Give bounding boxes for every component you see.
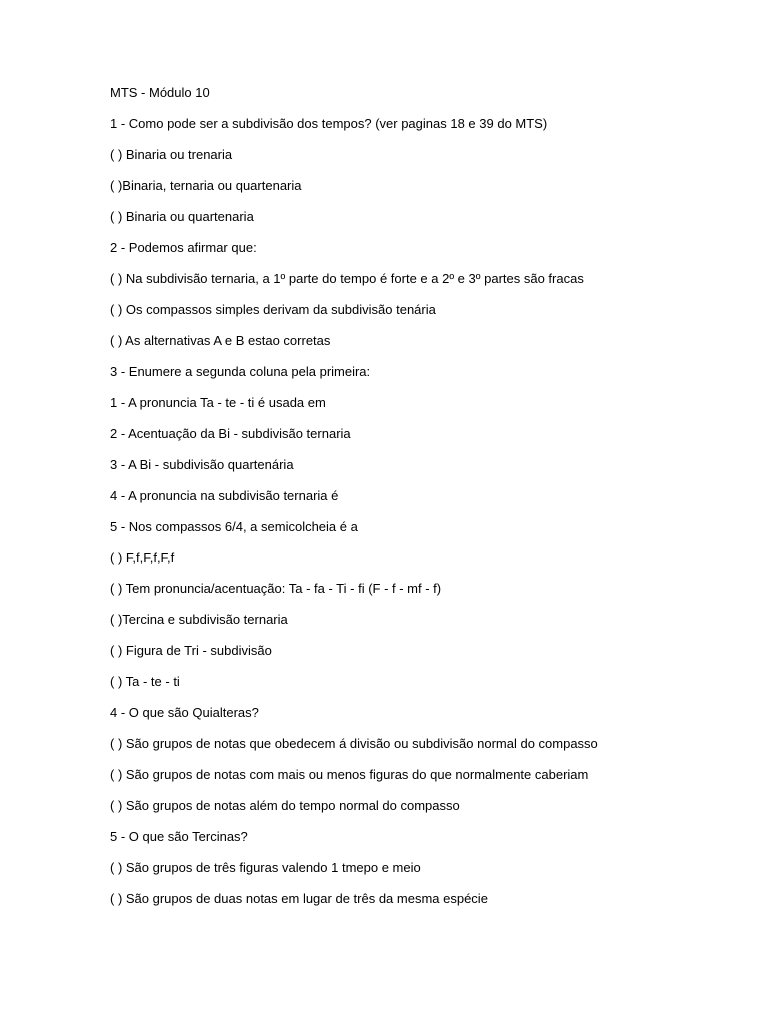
question-1: 1 - Como pode ser a subdivisão dos tempos? (ver paginas 18 e 39 do MTS) bbox=[110, 116, 548, 131]
question-5: 5 - O que são Tercinas? bbox=[110, 829, 248, 844]
question-2: 2 - Podemos afirmar que: bbox=[110, 240, 257, 255]
question-2-option-a: ( ) Na subdivisão ternaria, a 1º parte do tempo é forte e a 2º e 3º partes são fracas bbox=[110, 271, 584, 286]
question-3-column-2-item-2: ( ) Tem pronuncia/acentuação: Ta - fa - Ti - fi (F - f - mf - f) bbox=[110, 581, 442, 596]
question-4-option-b: ( ) São grupos de notas com mais ou menos figuras do que normalmente caberiam bbox=[110, 767, 589, 782]
question-3: 3 - Enumere a segunda coluna pela primeira: bbox=[110, 364, 371, 379]
question-3-column-2-item-4: ( ) Figura de Tri - subdivisão bbox=[110, 643, 272, 658]
question-4-option-a: ( ) São grupos de notas que obedecem á divisão ou subdivisão normal do compasso bbox=[110, 736, 598, 751]
question-3-column-1-item-5: 5 - Nos compassos 6/4, a semicolcheia é a bbox=[110, 519, 358, 534]
question-3-column-2-item-3: ( )Tercina e subdivisão ternaria bbox=[110, 612, 288, 627]
question-3-column-1-item-4: 4 - A pronuncia na subdivisão ternaria é bbox=[110, 488, 339, 503]
question-3-column-2-item-1: ( ) F,f,F,f,F,f bbox=[110, 550, 175, 565]
question-1-option-a: ( ) Binaria ou trenaria bbox=[110, 147, 233, 162]
question-5-option-b: ( ) São grupos de duas notas em lugar de três da mesma espécie bbox=[110, 891, 488, 906]
question-2-option-c: ( ) As alternativas A e B estao corretas bbox=[110, 333, 331, 348]
question-3-column-1-item-2: 2 - Acentuação da Bi - subdivisão ternaria bbox=[110, 426, 351, 441]
question-1-option-c: ( ) Binaria ou quartenaria bbox=[110, 209, 254, 224]
question-3-column-2-item-5: ( ) Ta - te - ti bbox=[110, 674, 180, 689]
question-3-column-1-item-1: 1 - A pronuncia Ta - te - ti é usada em bbox=[110, 395, 326, 410]
question-1-option-b: ( )Binaria, ternaria ou quartenaria bbox=[110, 178, 302, 193]
document-body bbox=[110, 85, 730, 922]
document-title: MTS - Módulo 10 bbox=[110, 85, 210, 100]
question-4: 4 - O que são Quialteras? bbox=[110, 705, 259, 720]
question-5-option-a: ( ) São grupos de três figuras valendo 1 tmepo e meio bbox=[110, 860, 421, 875]
question-3-column-1-item-3: 3 - A Bi - subdivisão quartenária bbox=[110, 457, 294, 472]
question-2-option-b: ( ) Os compassos simples derivam da subdivisão tenária bbox=[110, 302, 436, 317]
question-4-option-c: ( ) São grupos de notas além do tempo normal do compasso bbox=[110, 798, 460, 813]
